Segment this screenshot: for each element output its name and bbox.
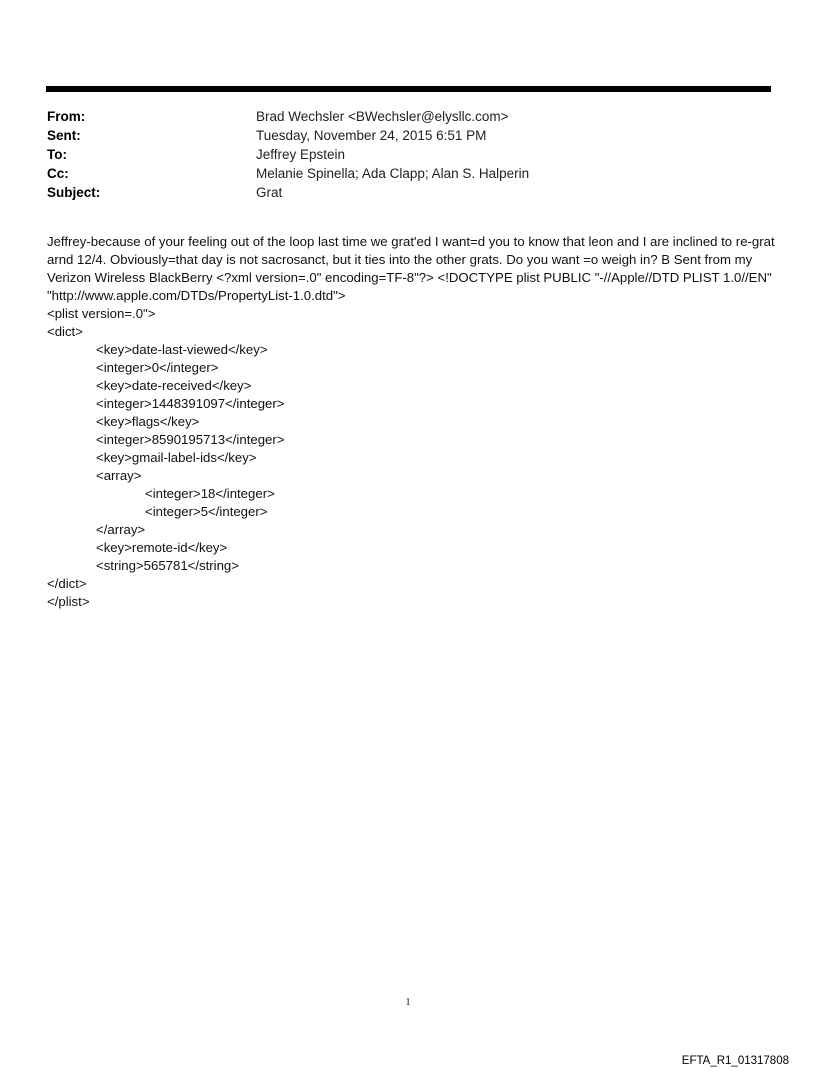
plist-line: <integer>8590195713</integer>: [96, 432, 285, 447]
plist-line: <key>remote-id</key>: [96, 540, 228, 555]
email-body: [47, 233, 775, 611]
plist-line: <dict>: [47, 324, 83, 339]
plist-line: <plist version=.0">: [47, 306, 156, 321]
cc-value: Melanie Spinella; Ada Clapp; Alan S. Halperin: [256, 166, 530, 181]
plist-line: <key>date-received</key>: [96, 378, 252, 393]
from-value: Brad Wechsler <BWechsler@elysllc.com>: [256, 109, 509, 124]
header-rule: [46, 86, 771, 92]
cc-row: [47, 164, 767, 183]
page-number: 1: [405, 996, 411, 1008]
sent-value: Tuesday, November 24, 2015 6:51 PM: [256, 128, 487, 143]
cc-label: Cc:: [47, 166, 69, 181]
plist-line: <string>565781</string>: [96, 558, 239, 573]
bates-number: EFTA_R1_01317808: [681, 1055, 789, 1067]
plist-line: <integer>0</integer>: [96, 360, 219, 375]
sent-row: [47, 126, 767, 145]
plist-line: <integer>5</integer>: [145, 504, 268, 519]
from-row: [47, 107, 767, 126]
to-value: Jeffrey Epstein: [256, 147, 346, 162]
email-header-block: [47, 107, 767, 202]
sent-label: Sent:: [47, 128, 81, 143]
plist-line: <integer>1448391097</integer>: [96, 396, 285, 411]
plist-line: <array>: [96, 468, 142, 483]
to-row: [47, 145, 767, 164]
plist-line: </dict>: [47, 576, 87, 591]
subject-value: Grat: [256, 185, 283, 200]
plist-line: </array>: [96, 522, 146, 537]
subject-row: [47, 183, 767, 202]
plist-line: </plist>: [47, 594, 90, 609]
plist-line: <key>flags</key>: [96, 414, 200, 429]
body-paragraph: Jeffrey-because of your feeling out of the loop last time we grat'ed I want=d you to know that leon and I are inclined to re-grat arnd 12/4. Obviously=that day is not sacrosanct, but it ties into the other grats. Do you want =o weigh in? B Sent from my Verizon Wireless BlackBerry <?xml version=.0" encoding=TF-8"?> <!DOCTYPE plist PUBLIC "-//Apple//DTD PLIST 1.0//EN" "http://www.apple.com/DTDs/PropertyList-1.0.dtd">: [47, 234, 775, 303]
subject-label: Subject:: [47, 185, 101, 200]
from-label: From:: [47, 109, 86, 124]
to-label: To:: [47, 147, 67, 162]
plist-line: <key>date-last-viewed</key>: [96, 342, 268, 357]
plist-line: <integer>18</integer>: [145, 486, 275, 501]
plist-line: <key>gmail-label-ids</key>: [96, 450, 257, 465]
